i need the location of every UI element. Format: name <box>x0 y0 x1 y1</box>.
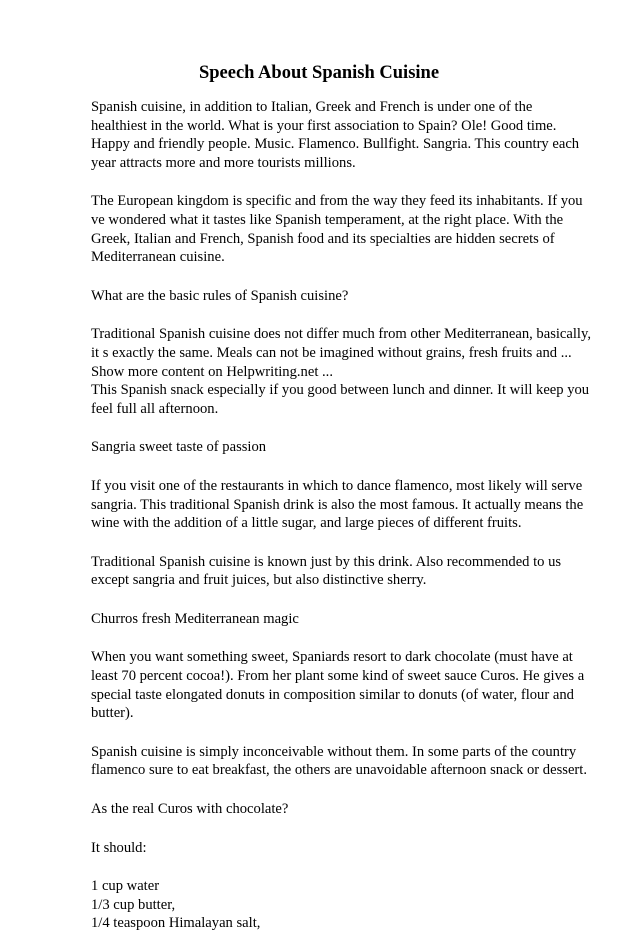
paragraph-sangria-heading: Sangria sweet taste of passion <box>91 439 267 456</box>
paragraph-inconceivable: Spanish cuisine is simply inconceivable without them. In some parts of the country flamenco sure to eat breakfast, the others are unavoidable afternoon snack or dessert. <box>91 743 587 779</box>
paragraph-sangria: If you visit one of the restaurants in which to dance flamenco, most likely will serve sangria. This traditional Spanish drink is also the most famous. It actually means the wine with the addition of a little sugar, and large pieces of different fruits. <box>91 477 584 532</box>
paragraph-sangria-drink: Traditional Spanish cuisine is known just by this drink. Also recommended to us except sangria and fruit juices, but also distinctive sherry. <box>91 553 562 589</box>
paragraph-intro: Spanish cuisine, in addition to Italian, Greek and French is under one of the healthiest in the world. What is your first association to Spain? Ole! Good time. Happy and friendly people. Music. Flamenco. Bullfight. Sangria. This country each year attracts more and more tourists millions. <box>91 99 580 171</box>
paragraph-it-should: It should: <box>91 839 147 856</box>
paragraph-traditional-cuisine: Traditional Spanish cuisine does not differ much from other Mediterranean, basically, it s exactly the same. Meals can not be imagined without grains, fresh fruits and ... Show more content on Helpwriting.net ... <box>91 326 591 380</box>
ingredients-list: 1 cup water 1/3 cup butter, 1/4 teaspoon Himalayan salt, <box>91 878 261 932</box>
paragraph-churros: When you want something sweet, Spaniards resort to dark chocolate (must have at least 70 percent cocoa!). From her plant some kind of sweet sauce Curos. He gives a special taste elongated donuts in composition similar to donuts (of water, flour and butter). <box>91 649 585 722</box>
paragraph-basic-rules-question: What are the basic rules of Spanish cuisine? <box>91 287 349 304</box>
paragraph-kingdom: The European kingdom is specific and from the way they feed its inhabitants. If you ve wondered what it tastes like Spanish temperament, at the right place. With the Greek, Italian and French, Spanish food and its specialties are hidden secrets of Mediterranean cuisine. <box>91 193 583 266</box>
document-title: Speech About Spanish Cuisine <box>198 63 440 83</box>
paragraph-churros-heading: Churros fresh Mediterranean magic <box>91 610 299 627</box>
paragraph-spanish-snack: This Spanish snack especially if you good between lunch and dinner. It will keep you feel full all afternoon. <box>91 382 590 417</box>
paragraph-curos-question: As the real Curos with chocolate? <box>91 801 289 818</box>
